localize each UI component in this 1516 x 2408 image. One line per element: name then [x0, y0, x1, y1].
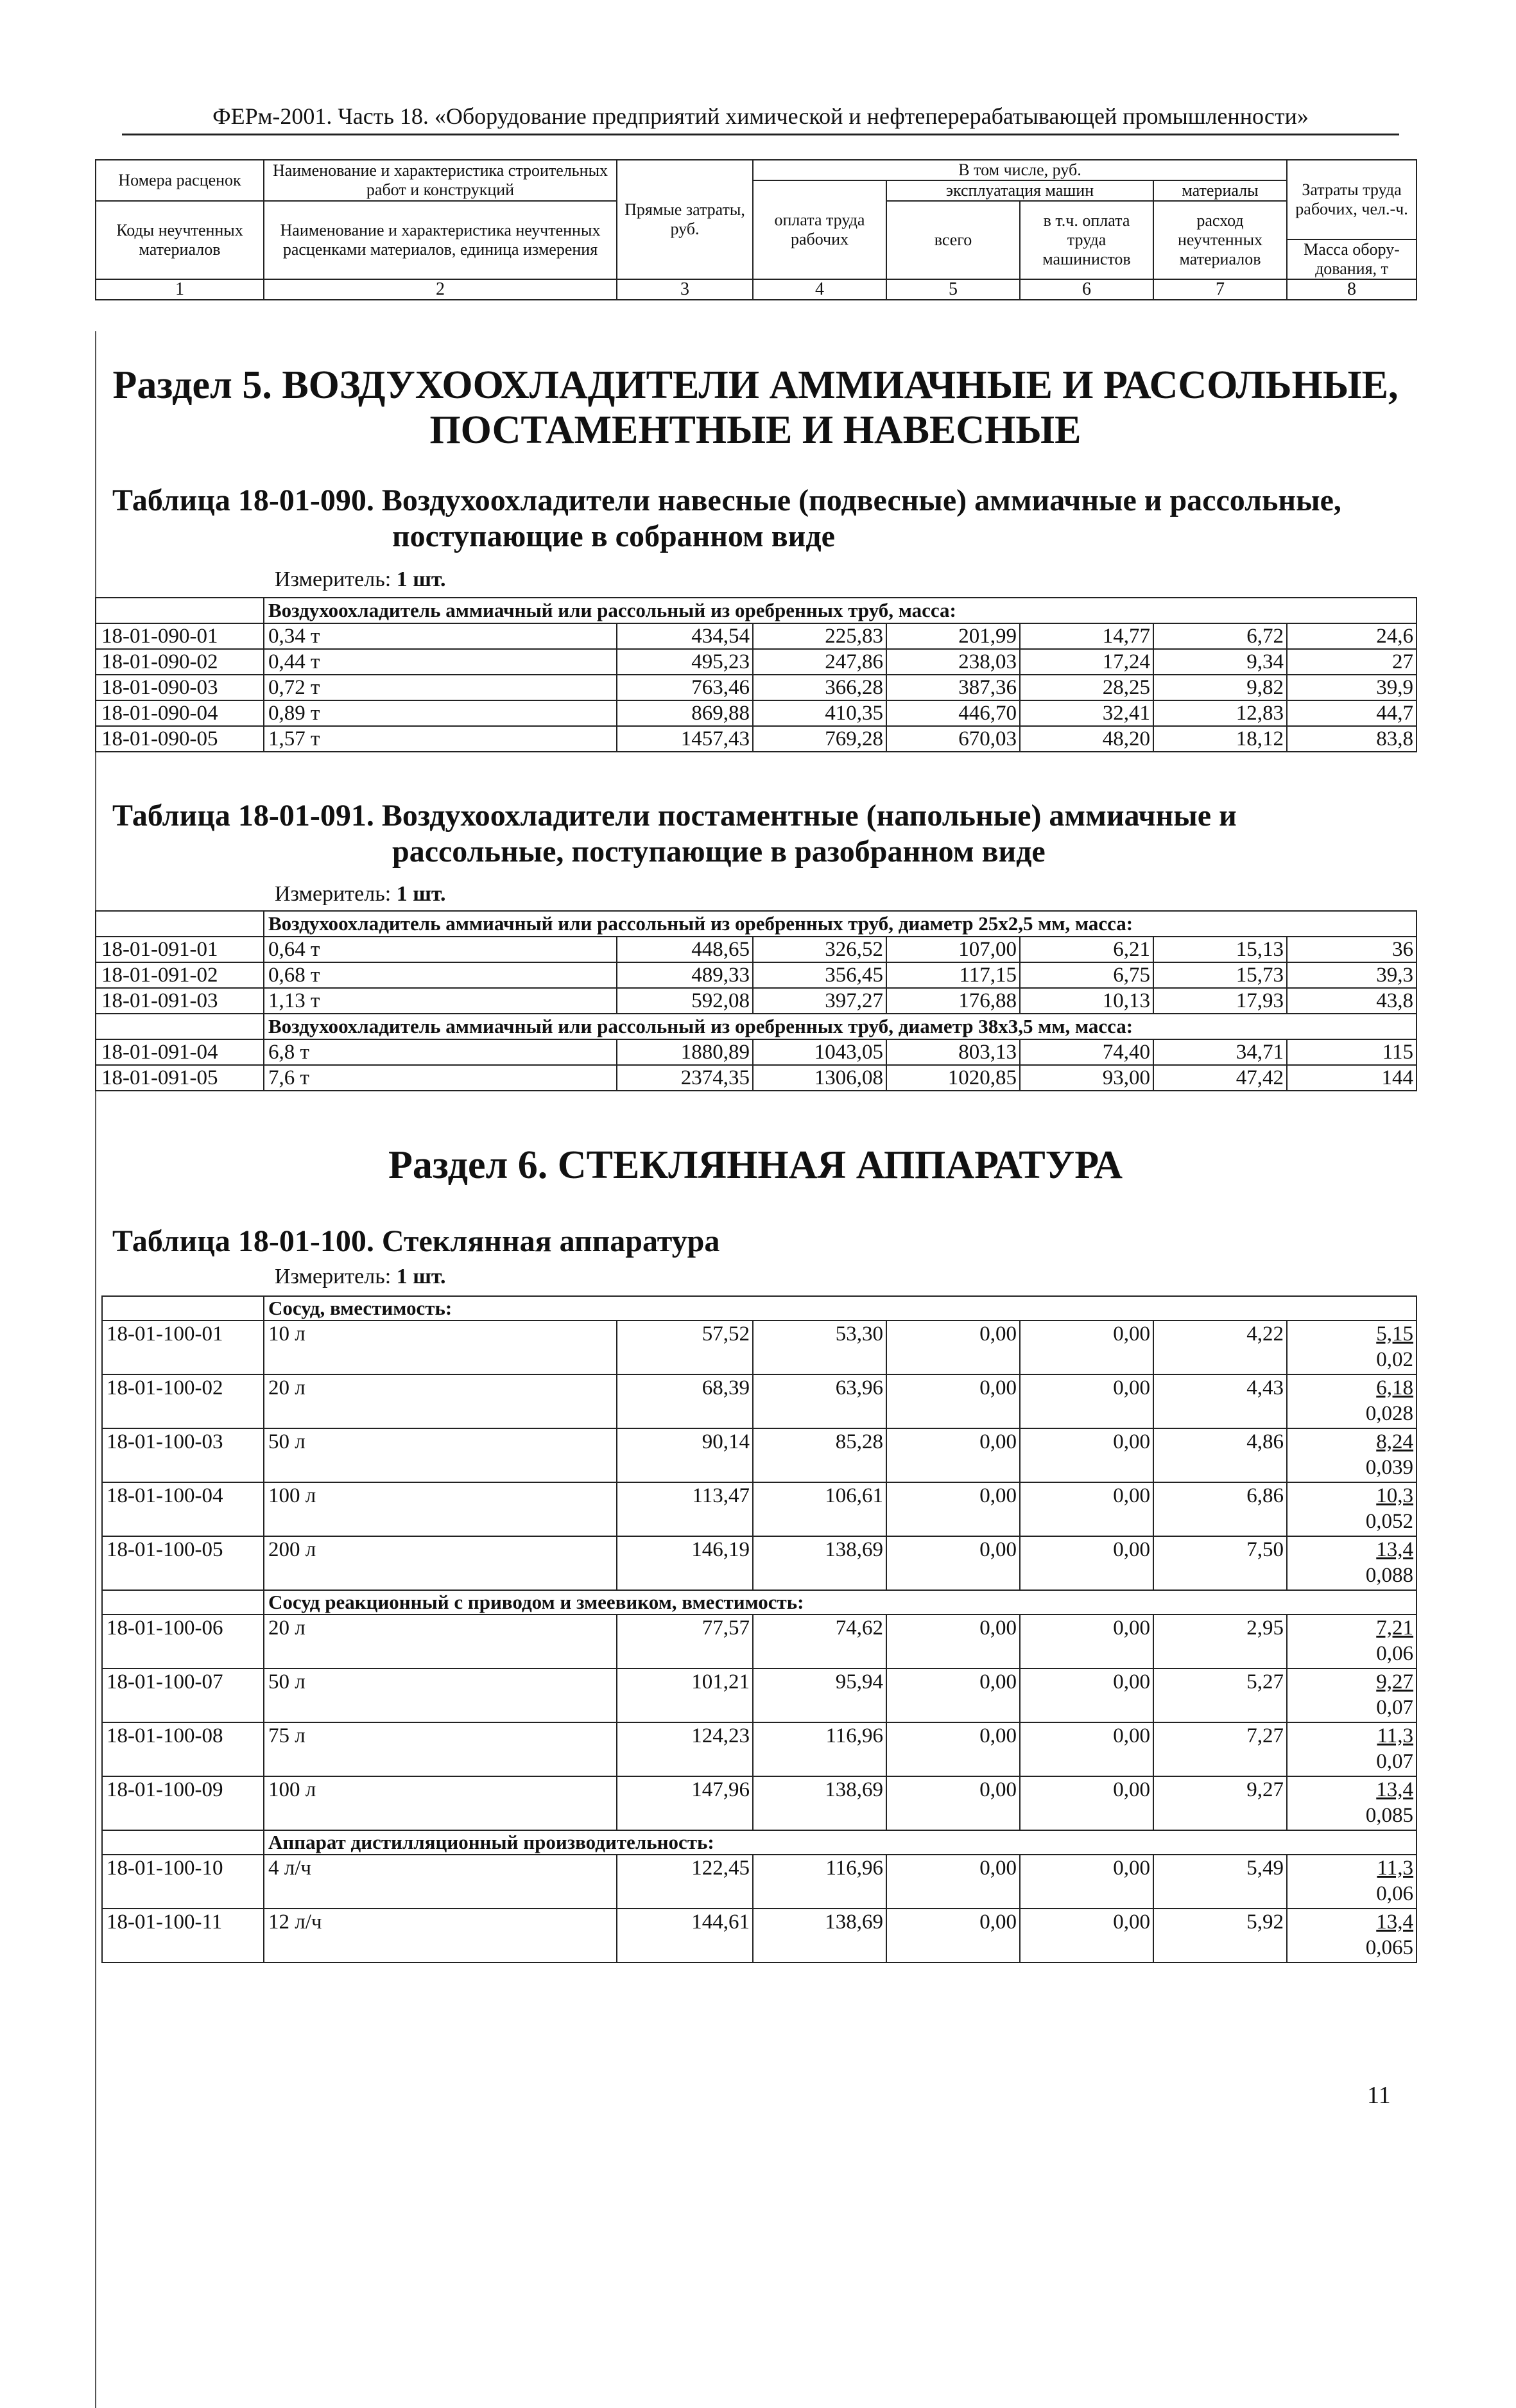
- group-header-row: [102, 1296, 1417, 1321]
- table-row: [102, 1909, 1417, 1962]
- description-cell: 0,72 т: [264, 675, 617, 700]
- description-cell: 75 л: [264, 1722, 617, 1776]
- wages-cell: 397,27: [753, 988, 886, 1014]
- materials-cell: 9,82: [1153, 675, 1287, 700]
- machines-total-cell: 0,00: [886, 1536, 1020, 1590]
- table-row: [102, 1776, 1417, 1830]
- group-spacer: [96, 911, 264, 937]
- table-row: [102, 1668, 1417, 1722]
- wages-cell: 138,69: [753, 1909, 886, 1962]
- page-header: ФЕРм-2001. Часть 18. «Оборудование предприятий химической и нефтеперерабатывающей промышленности»: [122, 103, 1399, 135]
- rate-code-cell: 18-01-090-03: [96, 675, 264, 700]
- labor-value: 8,24: [1376, 1430, 1413, 1453]
- labor-value: 13,4: [1376, 1538, 1413, 1561]
- column-header-table: [95, 159, 1417, 300]
- labor-value: 9,27: [1376, 1670, 1413, 1693]
- description-cell: 50 л: [264, 1428, 617, 1482]
- col1-bottom: Коды неучтенных материалов: [96, 201, 264, 279]
- labor-mass-cell: [1287, 1722, 1417, 1776]
- group-label: Воздухоохладитель аммиачный или рассольный из оребренных труб, масса:: [264, 598, 1417, 623]
- operators-wages-cell: 28,25: [1020, 675, 1153, 700]
- direct-costs-cell: 434,54: [617, 623, 753, 649]
- operators-wages-cell: 6,21: [1020, 937, 1153, 962]
- description-cell: 7,6 т: [264, 1065, 617, 1091]
- machines-total-cell: 387,36: [886, 675, 1020, 700]
- rate-code-cell: 18-01-100-05: [102, 1536, 264, 1590]
- wages-cell: 116,96: [753, 1855, 886, 1909]
- section5-title-line1: Раздел 5. ВОЗДУХООХЛАДИТЕЛИ АММИАЧНЫЕ И РАССОЛЬНЫЕ,: [112, 363, 1399, 407]
- rate-code-cell: 18-01-091-03: [96, 988, 264, 1014]
- table-100-title: Таблица 18-01-100. Стеклянная аппаратура: [112, 1224, 720, 1258]
- table-row: [102, 1536, 1417, 1590]
- materials-cell: 17,93: [1153, 988, 1287, 1014]
- machines-total-cell: 1020,85: [886, 1065, 1020, 1091]
- labor-mass-cell: [1287, 1909, 1417, 1962]
- machines-total-cell: 670,03: [886, 726, 1020, 752]
- meter-value: 1 шт.: [396, 882, 446, 906]
- materials-cell: 5,27: [1153, 1668, 1287, 1722]
- table-row: [96, 962, 1417, 988]
- rate-code-cell: 18-01-090-04: [96, 700, 264, 726]
- group-header-row: [96, 1014, 1417, 1039]
- machines-total-cell: 201,99: [886, 623, 1020, 649]
- machines-total-cell: 803,13: [886, 1039, 1020, 1065]
- table-091-meter: [275, 882, 446, 906]
- rate-code-cell: 18-01-100-10: [102, 1855, 264, 1909]
- description-cell: 0,44 т: [264, 649, 617, 675]
- rate-code-cell: 18-01-100-02: [102, 1374, 264, 1428]
- mass-value: 0,028: [1365, 1402, 1413, 1425]
- labor-mass-cell: [1287, 1482, 1417, 1536]
- rate-code-cell: 18-01-091-01: [96, 937, 264, 962]
- wages-cell: 116,96: [753, 1722, 886, 1776]
- rate-code-cell: 18-01-090-05: [96, 726, 264, 752]
- mass-value: 0,06: [1376, 1642, 1413, 1665]
- group-header-row: [96, 911, 1417, 937]
- direct-costs-cell: 1457,43: [617, 726, 753, 752]
- description-cell: 1,57 т: [264, 726, 617, 752]
- group-spacer: [96, 598, 264, 623]
- group-spacer: [96, 1014, 264, 1039]
- description-cell: 100 л: [264, 1776, 617, 1830]
- wages-cell: 138,69: [753, 1776, 886, 1830]
- meter-value: 1 шт.: [396, 567, 446, 591]
- direct-costs-cell: 146,19: [617, 1536, 753, 1590]
- operators-wages-cell: 0,00: [1020, 1321, 1153, 1374]
- rate-code-cell: 18-01-100-03: [102, 1428, 264, 1482]
- description-cell: 20 л: [264, 1615, 617, 1668]
- direct-costs-cell: 77,57: [617, 1615, 753, 1668]
- labor-mass-cell: [1287, 1668, 1417, 1722]
- col1-top: Номера расценок: [96, 160, 264, 201]
- direct-costs-cell: 495,23: [617, 649, 753, 675]
- labor-value: 7,21: [1376, 1616, 1413, 1640]
- rate-code-cell: 18-01-100-08: [102, 1722, 264, 1776]
- direct-costs-cell: 763,46: [617, 675, 753, 700]
- labor-value: 11,3: [1377, 1857, 1413, 1880]
- labor-cell: 44,7: [1287, 700, 1417, 726]
- mass-value: 0,065: [1365, 1936, 1413, 1959]
- materials-cell: 6,72: [1153, 623, 1287, 649]
- direct-costs-cell: 489,33: [617, 962, 753, 988]
- machines-total-cell: 0,00: [886, 1374, 1020, 1428]
- labor-value: 6,18: [1376, 1376, 1413, 1399]
- rate-code-cell: 18-01-100-09: [102, 1776, 264, 1830]
- col-materials: материалы: [1153, 180, 1287, 201]
- table-row: [102, 1428, 1417, 1482]
- table-row: [96, 988, 1417, 1014]
- col-number: 8: [1287, 279, 1417, 300]
- operators-wages-cell: 0,00: [1020, 1482, 1153, 1536]
- machines-total-cell: 446,70: [886, 700, 1020, 726]
- operators-wages-cell: 0,00: [1020, 1428, 1153, 1482]
- wages-cell: 769,28: [753, 726, 886, 752]
- machines-total-cell: 0,00: [886, 1909, 1020, 1962]
- materials-cell: 15,13: [1153, 937, 1287, 962]
- operators-wages-cell: 0,00: [1020, 1909, 1153, 1962]
- direct-costs-cell: 592,08: [617, 988, 753, 1014]
- wages-cell: 106,61: [753, 1482, 886, 1536]
- description-cell: 0,34 т: [264, 623, 617, 649]
- table-row: [96, 726, 1417, 752]
- operators-wages-cell: 0,00: [1020, 1776, 1153, 1830]
- materials-cell: 7,27: [1153, 1722, 1287, 1776]
- rate-code-cell: 18-01-091-02: [96, 962, 264, 988]
- machines-total-cell: 176,88: [886, 988, 1020, 1014]
- table-row: [102, 1615, 1417, 1668]
- direct-costs-cell: 869,88: [617, 700, 753, 726]
- description-cell: 100 л: [264, 1482, 617, 1536]
- description-cell: 6,8 т: [264, 1039, 617, 1065]
- wages-cell: 85,28: [753, 1428, 886, 1482]
- labor-cell: 39,9: [1287, 675, 1417, 700]
- materials-cell: 5,49: [1153, 1855, 1287, 1909]
- operators-wages-cell: 0,00: [1020, 1855, 1153, 1909]
- labor-mass-cell: [1287, 1374, 1417, 1428]
- direct-costs-cell: 1880,89: [617, 1039, 753, 1065]
- materials-cell: 4,22: [1153, 1321, 1287, 1374]
- rate-code-cell: 18-01-100-07: [102, 1668, 264, 1722]
- materials-cell: 2,95: [1153, 1615, 1287, 1668]
- table-row: [96, 700, 1417, 726]
- group-spacer: [102, 1590, 264, 1615]
- machines-total-cell: 0,00: [886, 1855, 1020, 1909]
- materials-cell: 12,83: [1153, 700, 1287, 726]
- col6-operators: в т.ч. оплата труда машинистов: [1020, 201, 1153, 279]
- mass-value: 0,06: [1376, 1882, 1413, 1905]
- machines-total-cell: 107,00: [886, 937, 1020, 962]
- labor-mass-cell: [1287, 1776, 1417, 1830]
- col-number: 6: [1020, 279, 1153, 300]
- col-including: В том числе, руб.: [753, 160, 1287, 180]
- labor-value: 13,4: [1376, 1778, 1413, 1801]
- col-number: 3: [617, 279, 753, 300]
- mass-value: 0,039: [1365, 1456, 1413, 1479]
- materials-cell: 6,86: [1153, 1482, 1287, 1536]
- materials-cell: 18,12: [1153, 726, 1287, 752]
- operators-wages-cell: 17,24: [1020, 649, 1153, 675]
- col-number: 4: [753, 279, 886, 300]
- direct-costs-cell: 124,23: [617, 1722, 753, 1776]
- table-row: [96, 623, 1417, 649]
- operators-wages-cell: 0,00: [1020, 1722, 1153, 1776]
- table-091-title-line1: Таблица 18-01-091. Воздухоохладители постаментные (напольные) аммиачные и: [112, 799, 1237, 833]
- mass-value: 0,088: [1365, 1564, 1413, 1587]
- table-row: [96, 937, 1417, 962]
- meter-value: 1 шт.: [396, 1265, 446, 1288]
- group-label: Воздухоохладитель аммиачный или рассольный из оребренных труб, диаметр 25х2,5 мм, масса:: [264, 911, 1417, 937]
- description-cell: 4 л/ч: [264, 1855, 617, 1909]
- col7-consumption: расход неучтенных материалов: [1153, 201, 1287, 279]
- description-cell: 0,89 т: [264, 700, 617, 726]
- table-row: [96, 649, 1417, 675]
- table-row: [96, 675, 1417, 700]
- wages-cell: 1306,08: [753, 1065, 886, 1091]
- direct-costs-cell: 2374,35: [617, 1065, 753, 1091]
- mass-value: 0,02: [1376, 1348, 1413, 1371]
- wages-cell: 53,30: [753, 1321, 886, 1374]
- table-100: [101, 1295, 1417, 1963]
- direct-costs-cell: 448,65: [617, 937, 753, 962]
- col-number: 7: [1153, 279, 1287, 300]
- wages-cell: 356,45: [753, 962, 886, 988]
- rate-code-cell: 18-01-090-01: [96, 623, 264, 649]
- description-cell: 12 л/ч: [264, 1909, 617, 1962]
- group-label: Воздухоохладитель аммиачный или рассольный из оребренных труб, диаметр 38х3,5 мм, масса:: [264, 1014, 1417, 1039]
- rate-code-cell: 18-01-100-01: [102, 1321, 264, 1374]
- section5-title-line2: ПОСТАМЕНТНЫЕ И НАВЕСНЫЕ: [429, 408, 1081, 452]
- machines-total-cell: 0,00: [886, 1776, 1020, 1830]
- group-label: Сосуд реакционный с приводом и змеевиком, вместимость:: [264, 1590, 1417, 1615]
- table-090: [95, 597, 1417, 752]
- labor-cell: 83,8: [1287, 726, 1417, 752]
- operators-wages-cell: 10,13: [1020, 988, 1153, 1014]
- group-header-row: [96, 598, 1417, 623]
- col3-direct-costs: Прямые затраты, руб.: [617, 160, 753, 279]
- direct-costs-cell: 68,39: [617, 1374, 753, 1428]
- mass-value: 0,052: [1365, 1510, 1413, 1533]
- table-091: [95, 910, 1417, 1091]
- materials-cell: 5,92: [1153, 1909, 1287, 1962]
- table-row: [102, 1855, 1417, 1909]
- direct-costs-cell: 101,21: [617, 1668, 753, 1722]
- meter-label: Измеритель:: [275, 567, 392, 591]
- materials-cell: 4,43: [1153, 1374, 1287, 1428]
- labor-mass-cell: [1287, 1855, 1417, 1909]
- description-cell: 200 л: [264, 1536, 617, 1590]
- labor-mass-cell: [1287, 1321, 1417, 1374]
- section6-title: Раздел 6. СТЕКЛЯННАЯ АППАРАТУРА: [388, 1143, 1123, 1187]
- page-number: 11: [1367, 2082, 1391, 2109]
- wages-cell: 74,62: [753, 1615, 886, 1668]
- wages-cell: 247,86: [753, 649, 886, 675]
- machines-total-cell: 238,03: [886, 649, 1020, 675]
- materials-cell: 4,86: [1153, 1428, 1287, 1482]
- rate-code-cell: 18-01-100-06: [102, 1615, 264, 1668]
- machines-total-cell: 0,00: [886, 1321, 1020, 1374]
- table-090-title-line1: Таблица 18-01-090. Воздухоохладители навесные (подвесные) аммиачные и рассольные,: [112, 483, 1341, 517]
- labor-mass-cell: [1287, 1428, 1417, 1482]
- table-090-title: [112, 483, 1402, 555]
- rate-code-cell: 18-01-100-04: [102, 1482, 264, 1536]
- wages-cell: 410,35: [753, 700, 886, 726]
- labor-mass-cell: [1287, 1536, 1417, 1590]
- table-row: [102, 1374, 1417, 1428]
- labor-cell: 24,6: [1287, 623, 1417, 649]
- machines-total-cell: 0,00: [886, 1615, 1020, 1668]
- labor-value: 10,3: [1376, 1484, 1413, 1507]
- col8-top: Затраты труда рабочих, чел.-ч.: [1287, 160, 1417, 239]
- mass-value: 0,07: [1376, 1750, 1413, 1773]
- machines-total-cell: 0,00: [886, 1668, 1020, 1722]
- rate-code-cell: 18-01-091-04: [96, 1039, 264, 1065]
- direct-costs-cell: 144,61: [617, 1909, 753, 1962]
- wages-cell: 95,94: [753, 1668, 886, 1722]
- labor-cell: 144: [1287, 1065, 1417, 1091]
- table-090-title-line2: поступающие в собранном виде: [392, 519, 835, 553]
- labor-cell: 36: [1287, 937, 1417, 962]
- col8-bottom: Масса обору-дования, т: [1287, 239, 1417, 279]
- col-number: 1: [96, 279, 264, 300]
- table-row: [102, 1321, 1417, 1374]
- direct-costs-cell: 90,14: [617, 1428, 753, 1482]
- materials-cell: 47,42: [1153, 1065, 1287, 1091]
- table-090-meter: [275, 567, 446, 592]
- table-row: [102, 1482, 1417, 1536]
- mass-value: 0,085: [1365, 1804, 1413, 1827]
- labor-cell: 39,3: [1287, 962, 1417, 988]
- description-cell: 1,13 т: [264, 988, 617, 1014]
- operators-wages-cell: 74,40: [1020, 1039, 1153, 1065]
- direct-costs-cell: 122,45: [617, 1855, 753, 1909]
- materials-cell: 15,73: [1153, 962, 1287, 988]
- operators-wages-cell: 0,00: [1020, 1536, 1153, 1590]
- col2-top: Наименование и характеристика строительных работ и конструкций: [264, 160, 617, 201]
- rate-code-cell: 18-01-091-05: [96, 1065, 264, 1091]
- operators-wages-cell: 14,77: [1020, 623, 1153, 649]
- labor-cell: 43,8: [1287, 988, 1417, 1014]
- col2-bottom: Наименование и характеристика неучтенных расценками материалов, единица измерения: [264, 201, 617, 279]
- col-machines: эксплуатация машин: [886, 180, 1153, 201]
- group-spacer: [102, 1296, 264, 1321]
- machines-total-cell: 0,00: [886, 1722, 1020, 1776]
- col-number: 2: [264, 279, 617, 300]
- labor-mass-cell: [1287, 1615, 1417, 1668]
- group-header-row: [102, 1830, 1417, 1855]
- rate-code-cell: 18-01-100-11: [102, 1909, 264, 1962]
- machines-total-cell: 0,00: [886, 1482, 1020, 1536]
- table-091-title: [112, 798, 1402, 870]
- group-spacer: [102, 1830, 264, 1855]
- table-row: [96, 1065, 1417, 1091]
- table-row: [102, 1722, 1417, 1776]
- description-cell: 20 л: [264, 1374, 617, 1428]
- group-label: Сосуд, вместимость:: [264, 1296, 1417, 1321]
- operators-wages-cell: 0,00: [1020, 1668, 1153, 1722]
- table-091-title-line2: рассольные, поступающие в разобранном виде: [392, 835, 1046, 869]
- operators-wages-cell: 32,41: [1020, 700, 1153, 726]
- group-header-row: [102, 1590, 1417, 1615]
- operators-wages-cell: 6,75: [1020, 962, 1153, 988]
- wages-cell: 138,69: [753, 1536, 886, 1590]
- materials-cell: 9,34: [1153, 649, 1287, 675]
- labor-value: 5,15: [1376, 1322, 1413, 1346]
- labor-value: 13,4: [1376, 1910, 1413, 1934]
- description-cell: 50 л: [264, 1668, 617, 1722]
- col-number: 5: [886, 279, 1020, 300]
- col4-wages: оплата труда рабочих: [753, 180, 886, 279]
- machines-total-cell: 0,00: [886, 1428, 1020, 1482]
- wages-cell: 326,52: [753, 937, 886, 962]
- table-100-meter: [275, 1265, 446, 1289]
- mass-value: 0,07: [1376, 1696, 1413, 1719]
- operators-wages-cell: 48,20: [1020, 726, 1153, 752]
- materials-cell: 34,71: [1153, 1039, 1287, 1065]
- direct-costs-cell: 57,52: [617, 1321, 753, 1374]
- col5-total: всего: [886, 201, 1020, 279]
- direct-costs-cell: 147,96: [617, 1776, 753, 1830]
- description-cell: 10 л: [264, 1321, 617, 1374]
- meter-label: Измеритель:: [275, 1265, 392, 1288]
- materials-cell: 9,27: [1153, 1776, 1287, 1830]
- labor-cell: 27: [1287, 649, 1417, 675]
- direct-costs-cell: 113,47: [617, 1482, 753, 1536]
- description-cell: 0,64 т: [264, 937, 617, 962]
- machines-total-cell: 117,15: [886, 962, 1020, 988]
- group-label: Аппарат дистилляционный производительность:: [264, 1830, 1417, 1855]
- operators-wages-cell: 0,00: [1020, 1615, 1153, 1668]
- meter-label: Измеритель:: [275, 882, 392, 906]
- wages-cell: 225,83: [753, 623, 886, 649]
- section5-title: [95, 363, 1416, 453]
- wages-cell: 63,96: [753, 1374, 886, 1428]
- description-cell: 0,68 т: [264, 962, 617, 988]
- table-row: [96, 1039, 1417, 1065]
- rate-code-cell: 18-01-090-02: [96, 649, 264, 675]
- operators-wages-cell: 0,00: [1020, 1374, 1153, 1428]
- wages-cell: 1043,05: [753, 1039, 886, 1065]
- operators-wages-cell: 93,00: [1020, 1065, 1153, 1091]
- labor-value: 11,3: [1377, 1724, 1413, 1747]
- wages-cell: 366,28: [753, 675, 886, 700]
- materials-cell: 7,50: [1153, 1536, 1287, 1590]
- labor-cell: 115: [1287, 1039, 1417, 1065]
